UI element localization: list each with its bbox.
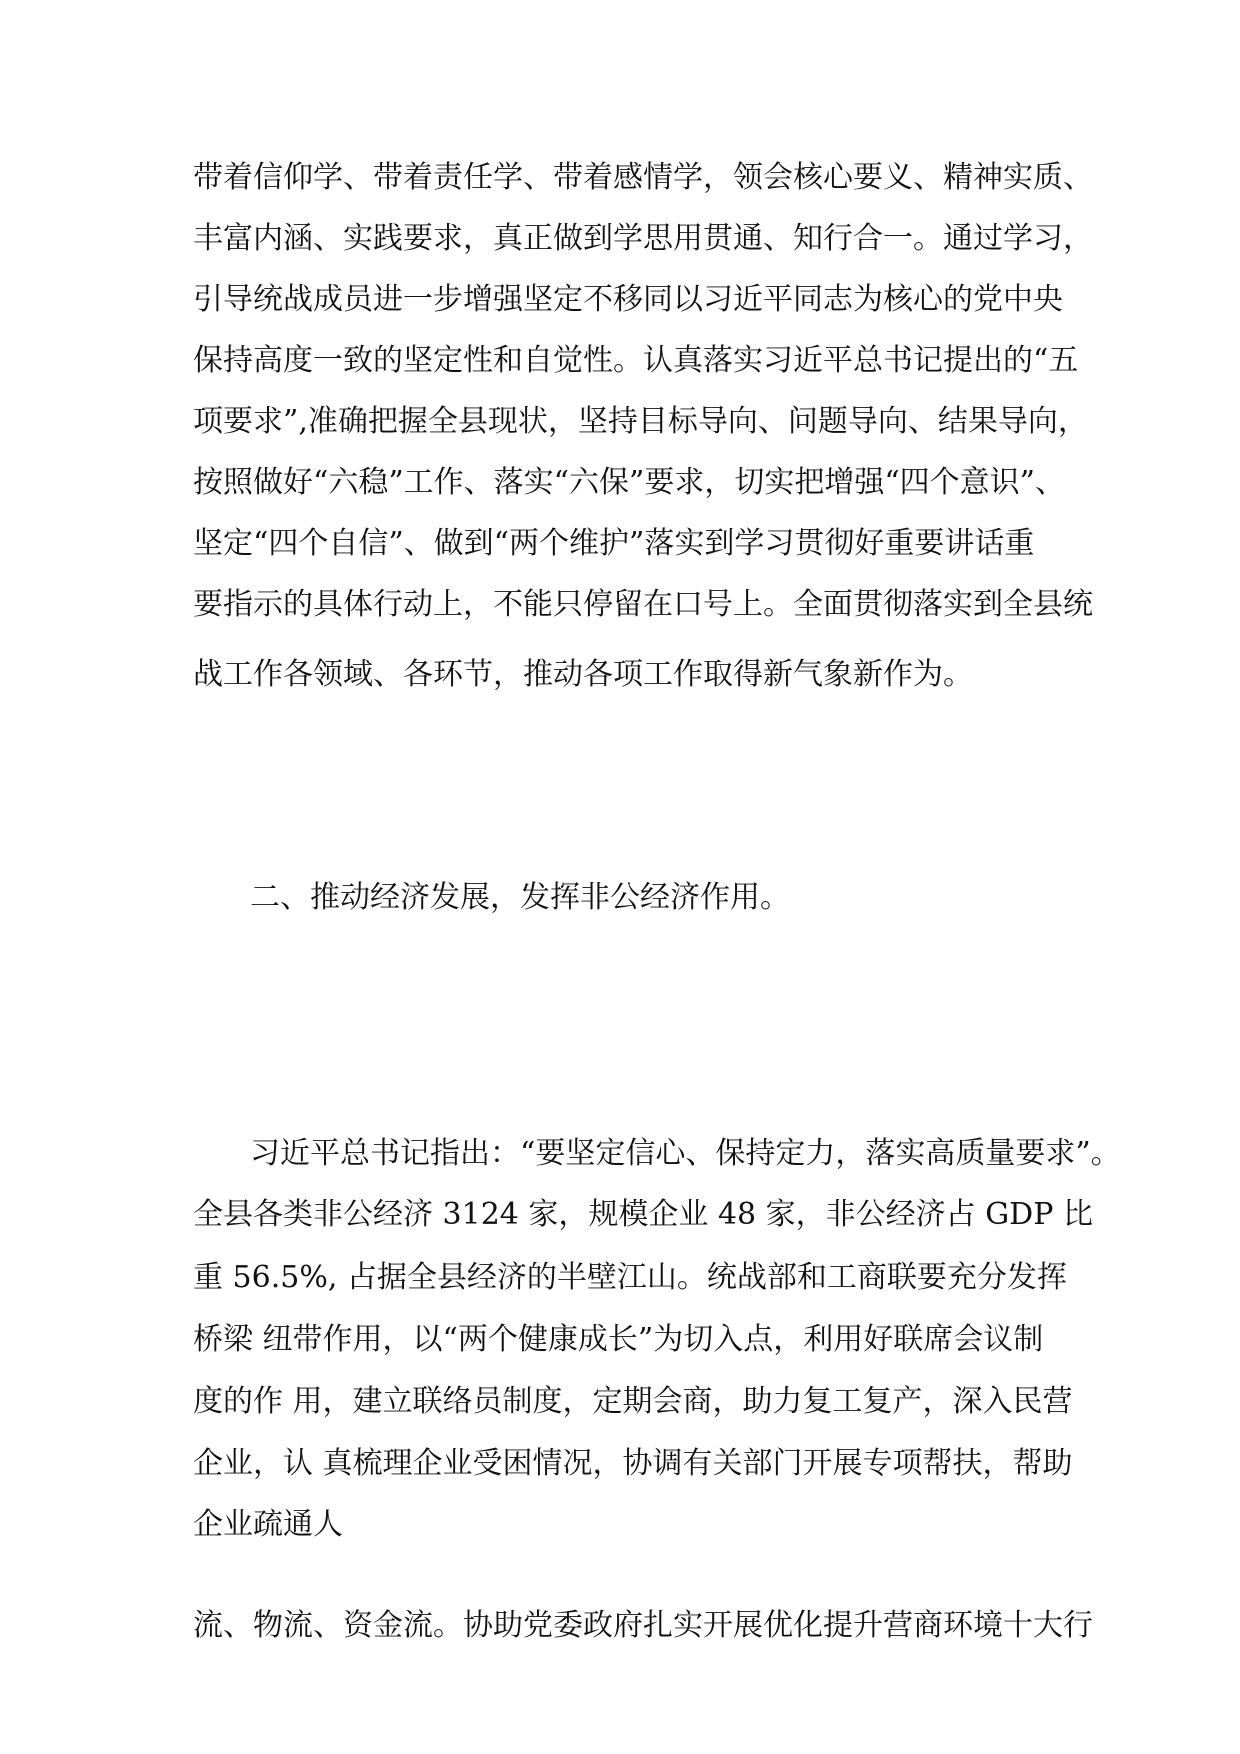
text-line: 按照做好“六稳”工作、落实“六保”要求，切实把增强“四个意识”、 [193, 465, 1066, 500]
text-line: 习近平总书记指出：“要坚定信心、保持定力，落实高质量要求”。 [250, 1136, 1121, 1171]
text-line: 企业，认 真梳理企业受困情况，协调有关部门开展专项帮扶，帮助 [193, 1446, 1073, 1481]
text-line: 丰富内涵、实践要求，真正做到学思用贯通、知行合一。通过学习， [193, 221, 1093, 256]
text-line: 项要求”,准确把握全县现状，坚持目标导向、问题导向、结果导向， [193, 404, 1088, 439]
text-line: 流、物流、资金流。协助党委政府扎实开展优化提升营商环境十大行 [193, 1608, 1093, 1643]
section-heading: 二、推动经济发展，发挥非公经济作用。 [250, 880, 790, 915]
text-line: 要指示的具体行动上，不能只停留在口号上。全面贯彻落实到全县统 [193, 587, 1093, 622]
text-line: 度的作 用，建立联络员制度，定期会商，助力复工复产，深入民营 [193, 1384, 1073, 1419]
text-line: 桥梁 纽带作用，以“两个健康成长”为切入点，利用好联席会议制 [193, 1322, 1044, 1357]
text-line: 重 56.5%, 占据全县经济的半壁江山。统战部和工商联要充分发挥 [193, 1260, 1067, 1295]
text-line: 企业疏通人 [193, 1507, 343, 1542]
text-line: 保持高度一致的坚定性和自觉性。认真落实习近平总书记提出的“五 [193, 343, 1079, 378]
text-line: 战工作各领域、各环节，推动各项工作取得新气象新作为。 [193, 657, 973, 692]
text-line: 带着信仰学、带着责任学、带着感情学，领会核心要义、精神实质、 [193, 160, 1093, 195]
text-line: 引导统战成员进一步增强坚定不移同以习近平同志为核心的党中央 [193, 282, 1063, 317]
text-line: 全县各类非公经济 3124 家，规模企业 48 家，非公经济占 GDP 比 [193, 1197, 1093, 1232]
text-line: 坚定“四个自信”、做到“两个维护”落实到学习贯彻好重要讲话重 [193, 526, 1035, 561]
